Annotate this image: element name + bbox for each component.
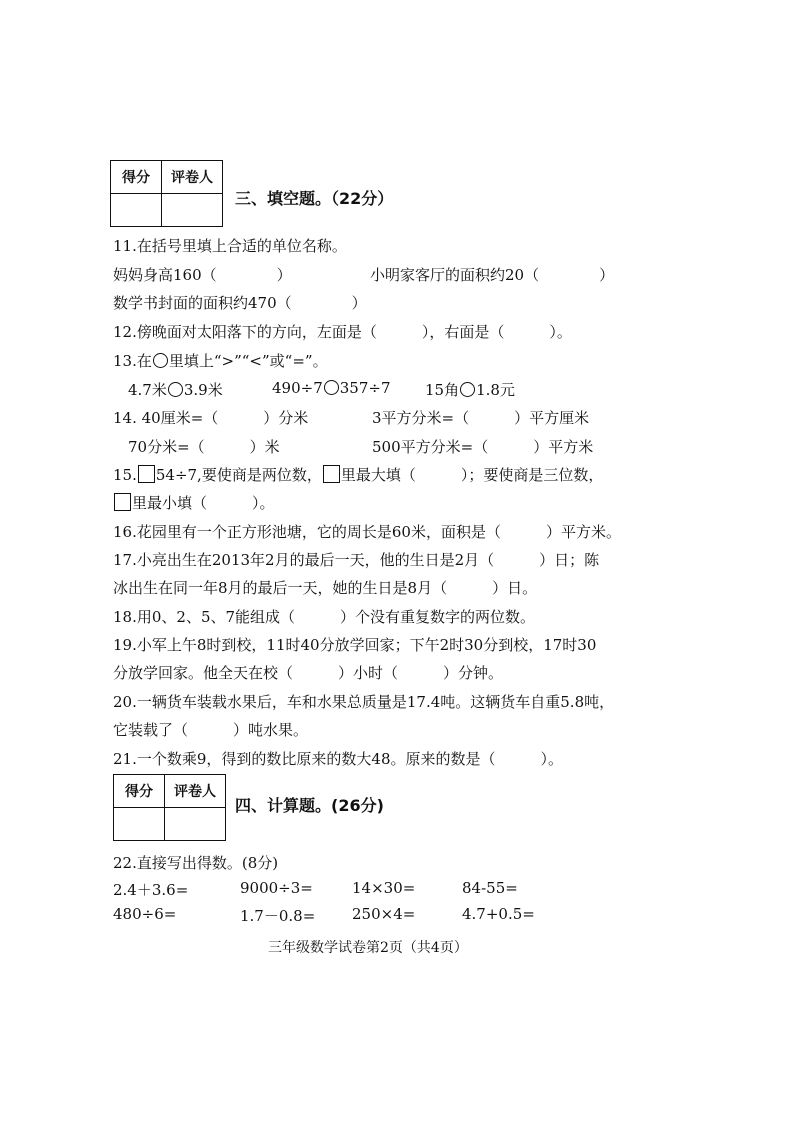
q13-compare-1: 4.7米 3.9米: [128, 381, 223, 399]
circle-icon: [460, 382, 475, 397]
score-cell: [114, 808, 165, 841]
grader-cell: [162, 194, 223, 227]
q21: 21.一个数乘9，得到的数比原来的数大48。原来的数是（ ）。: [113, 750, 563, 768]
grader-header: 评卷人: [162, 161, 223, 194]
q22-r1-4: 84-55=: [462, 879, 518, 897]
q14-d: 500平方分米=（ ）平方米: [372, 438, 594, 456]
q22-r2-3: 250×4=: [352, 905, 416, 923]
q14-b: 3平方分米=（ ）平方厘米: [372, 409, 590, 427]
score-header: 得分: [111, 161, 162, 194]
q20-line2: 它装载了（ ）吨水果。: [113, 721, 309, 739]
q11-b: 小明家客厅的面积约20（ ）: [370, 266, 615, 284]
q18: 18.用0、2、5、7能组成（ ）个没有重复数字的两位数。: [113, 608, 536, 626]
q12: 12.傍晚面对太阳落下的方向，左面是（ ），右面是（ ）。: [113, 323, 572, 341]
q11-c: 数学书封面的面积约470（ ）: [113, 294, 367, 312]
q11-a: 妈妈身高160（ ）: [113, 266, 292, 284]
score-header: 得分: [114, 775, 165, 808]
q20-line1: 20.一辆货车装载水果后，车和水果总质量是17.4吨。这辆货车自重5.8吨，: [113, 693, 615, 711]
q14-c: 70分米=（ ）米: [128, 438, 280, 456]
q13-compare-2: 490÷7 357÷7: [272, 379, 391, 397]
circle-icon: [324, 380, 339, 395]
q22-r2-4: 4.7+0.5=: [462, 905, 535, 923]
q19-line2: 分放学回家。他全天在校（ ）小时（ ）分钟。: [113, 664, 504, 682]
section3-title: 三、填空题。（22分）: [235, 189, 394, 208]
score-table-section4: [113, 774, 226, 841]
q22-r1-1: 2.4＋3.6=: [113, 881, 189, 899]
q22-r2-1: 480÷6=: [113, 905, 177, 923]
q17-line1: 17.小亮出生在2013年2月的最后一天，他的生日是2月（ ）日；陈: [113, 551, 600, 569]
q13-prompt: 13.在 里填上“>”“<”或“=”。: [113, 352, 328, 370]
square-box-icon: [114, 493, 131, 511]
q17-line2: 冰出生在同一年8月的最后一天，她的生日是8月（ ）日。: [113, 579, 538, 597]
q22-r1-3: 14×30=: [352, 879, 416, 897]
q22-prompt: 22.直接写出得数。(8分): [113, 854, 279, 872]
circle-icon: [153, 353, 168, 368]
score-cell: [111, 194, 162, 227]
q16: 16.花园里有一个正方形池塘，它的周长是60米，面积是（ ）平方米。: [113, 523, 621, 541]
score-table-section3: [110, 160, 223, 227]
section4-title: 四、计算题。(26分): [235, 796, 384, 815]
q22-r1-2: 9000÷3=: [240, 879, 313, 897]
square-box-icon: [323, 465, 340, 483]
q15-line2: 里最小填（ ）。: [113, 492, 275, 513]
q19-line1: 19.小军上午8时到校，11时40分放学回家；下午2时30分到校，17时30: [113, 636, 597, 654]
q13-compare-3: 15角 1.8元: [425, 381, 515, 399]
q22-r2-2: 1.7－0.8=: [240, 907, 316, 925]
circle-icon: [168, 382, 183, 397]
grader-cell: [165, 808, 226, 841]
page-footer: 三年级数学试卷第2页（共4页）: [268, 940, 468, 956]
square-box-icon: [138, 465, 155, 483]
q15-line1: 15. 54÷7,要使商是两位数， 里最大填（ ）；要使商是三位数，: [113, 466, 604, 484]
q14-a: 14. 40厘米=（ ）分米: [113, 409, 309, 427]
q11-prompt: 11.在括号里填上合适的单位名称。: [113, 237, 347, 255]
grader-header: 评卷人: [165, 775, 226, 808]
